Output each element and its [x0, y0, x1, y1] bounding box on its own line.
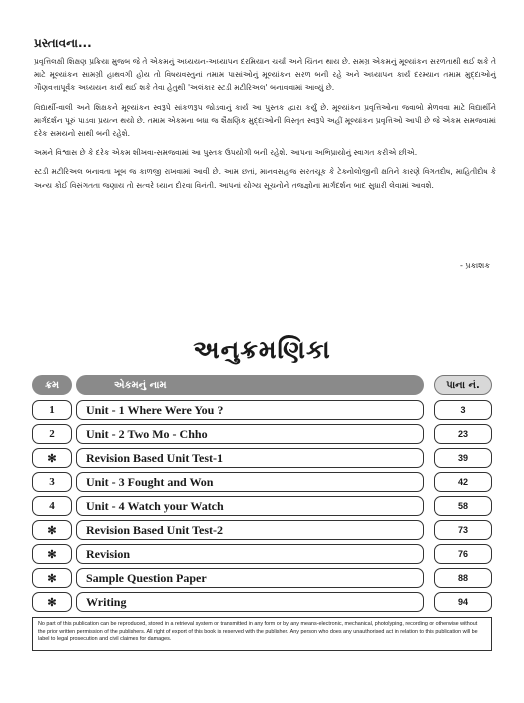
toc-row[interactable] — [32, 448, 492, 468]
preface-paragraph: પ્રવૃત્તિલક્ષી શિક્ષણ પ્રક્રિયા મુજબ જે તે એકમનું અધ્યયન-અધ્યાપન દરમિયાન ચર્ચા અને ચિંતન થાય છે. સમગ્ર એકમનું મૂલ્યાંકન સરળતાથી થઈ શકે તે માટે મૂલ્યાંકન સામગ્રી હાથવગી હોય તો વિષયવસ્તુનાં તમામ પાસાંઓનું મૂલ્યાંકન સરળ બની રહે અને અધ્યાપન કાર્ય દરમ્યાન તમામ મુદ્દાઓનું ગૌણવત્તાપૂર્વક અધ્યયન કાર્ય થઈ શકે તેવા હેતુથી 'અલંકાર સ્ટડી મટીરિઅલ' બનાવવામાં આવ્યું છે. — [34, 57, 496, 93]
toc-row-page: 94 — [434, 592, 492, 612]
toc-row[interactable] — [32, 520, 492, 540]
toc-row-title: Revision Based Unit Test-1 — [76, 448, 424, 468]
toc-row-title: Unit - 1 Where Were You ? — [76, 400, 424, 420]
toc-row-title: Sample Question Paper — [76, 568, 424, 588]
toc-heading: અનુક્રમણિકા — [193, 335, 331, 364]
preface-title: પ્રસ્તાવના... — [34, 36, 92, 50]
toc-row-number: ✻ — [32, 520, 72, 540]
copyright-notice: No part of this publication can be reproduced, stored in a retrieval system or transmitted in any form or by any means-electronic, mechanical, photolyping, recording or otherwise without the prior written permission of the publishers. All right of export of this book is reserved with the publisher. Any person who does any unauthorised act in relation to this publication will be label to legal prosecution and civil claimes for damages. — [32, 617, 492, 651]
toc-row-page: 42 — [434, 472, 492, 492]
toc-row-number: 1 — [32, 400, 72, 420]
toc-row-title: Unit - 3 Fought and Won — [76, 472, 424, 492]
column-header-page: પાના નં. — [434, 375, 492, 395]
preface-section — [34, 36, 496, 198]
toc-row-number: ✻ — [32, 592, 72, 612]
toc-row-title: Revision — [76, 544, 424, 564]
toc-header-row — [32, 375, 492, 395]
toc-row[interactable] — [32, 472, 492, 492]
toc-row-page: 76 — [434, 544, 492, 564]
toc-row-number: 3 — [32, 472, 72, 492]
toc-row[interactable] — [32, 400, 492, 420]
toc-row[interactable] — [32, 424, 492, 444]
toc-row[interactable] — [32, 568, 492, 588]
toc-row-number: ✻ — [32, 448, 72, 468]
publisher-signature: - પ્રકાશક — [459, 261, 490, 270]
toc-row-number: ✻ — [32, 568, 72, 588]
toc-row[interactable] — [32, 544, 492, 564]
toc-row-title: Revision Based Unit Test-2 — [76, 520, 424, 540]
preface-paragraph: સ્ટડી મટીરિઅલ બનાવતા ખૂબ જ કાળજી રાખવામાં આવી છે. આમ છતાં, માનવસહજ સરતચૂક કે ટેક્નોલોજીની ક્ષતિને કારણે વિગતદોષ, માહિતીદોષ કે અન્ય કોઈ વિસંગતતા જણાય તો સત્વરે ધ્યાન દોરવા વિનંતી. આપનાં યોગ્ય સૂચનોને તજજ્ઞોના માર્ગદર્શન બાદ સુધારી લેવામાં આવશે. — [34, 167, 496, 190]
toc-row-page: 88 — [434, 568, 492, 588]
toc-row-page: 39 — [434, 448, 492, 468]
toc-row[interactable] — [32, 496, 492, 516]
toc-row-page: 3 — [434, 400, 492, 420]
column-header-name: એકમનું નામ — [76, 375, 424, 395]
toc-row-title: Unit - 4 Watch your Watch — [76, 496, 424, 516]
toc-row-number: ✻ — [32, 544, 72, 564]
toc-row-title: Writing — [76, 592, 424, 612]
preface-paragraph: વિદ્યાર્થી-વાલી અને શિક્ષકને મૂલ્યાંકન સ્વરૂપે સાંકળરૂપ જોડવાનું કાર્ય આ પુસ્તક દ્વારા કર્યું છે. મૂલ્યાંકન પ્રવૃત્તિઓના જવાબો મેળવવા માટે વિદ્યાર્થીને માર્ગદર્શન પૂરું પાડવા પ્રયત્ન થયો છે. તમામ એકમના બધા જ શૈક્ષણિક મુદ્દાઓની વિસ્તૃત સ્વરૂપે અહીં મૂલ્યાંકન પ્રવૃત્તિઓ આપી છે જે એકમ સમજવામાં દરેક સમયનો સાથી બની રહેશે. — [34, 102, 496, 139]
column-header-number: ક્રમ — [32, 375, 72, 395]
toc-row[interactable] — [32, 592, 492, 612]
toc-row-title: Unit - 2 Two Mo - Chho — [76, 424, 424, 444]
toc-row-page: 23 — [434, 424, 492, 444]
toc-row-number: 4 — [32, 496, 72, 516]
toc-row-page: 73 — [434, 520, 492, 540]
preface-paragraph: અમને વિશ્વાસ છે કે દરેક એકમ શીખવા-સમજવામાં આ પુસ્તક ઉપયોગી બની રહેશે. આપના અભિપ્રાયોનું સ્વાગત કરીએ છીએ. — [34, 148, 418, 158]
toc-row-page: 58 — [434, 496, 492, 516]
toc-row-number: 2 — [32, 424, 72, 444]
